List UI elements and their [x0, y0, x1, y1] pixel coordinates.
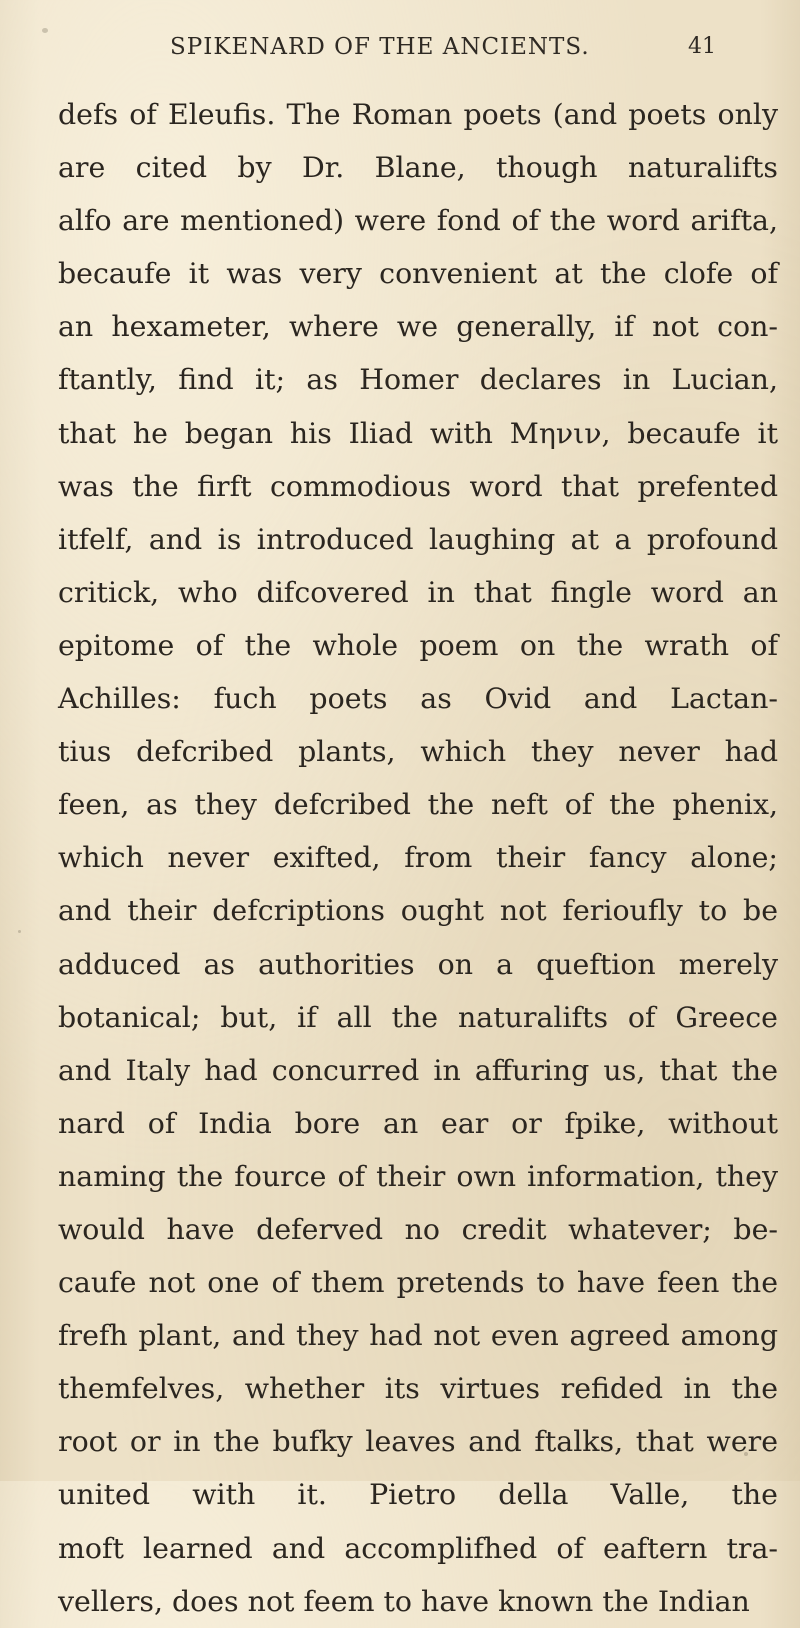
text-line: frefh plant, and they had not even agreed among — [58, 1319, 778, 1353]
text-line: tius defcribed plants, which they never had — [58, 735, 778, 769]
text-line: ftantly, find it; as Homer declares in Lucian, — [58, 363, 778, 397]
text-line: critick, who difcovered in that fingle word an — [58, 575, 778, 609]
text-line: botanical; but, if all the naturalifts of Greece — [58, 1000, 778, 1034]
text-line: becaufe it was very convenient at the clofe of — [58, 257, 778, 291]
text-line: feen, as they defcribed the neft of the phenix, — [58, 788, 778, 822]
text-line: was the firft commodious word that prefented — [58, 469, 778, 503]
page-number: 41 — [688, 34, 716, 59]
text-line: are cited by Dr. Blane, though naturalifts — [58, 151, 778, 185]
text-line: vellers, does not feem to have known the Indian — [58, 1584, 750, 1618]
text-line: Achilles: fuch poets as Ovid and Lactan- — [58, 682, 778, 716]
text-line: caufe not one of them pretends to have feen the — [58, 1266, 778, 1300]
text-line: that he began his Iliad with Μηνιν, becaufe it — [58, 416, 778, 450]
paper-speck — [744, 1452, 748, 1456]
body-text — [58, 88, 778, 1628]
text-line: epitome of the whole poem on the wrath of — [58, 628, 778, 662]
text-line: defs of Eleufis. The Roman poets (and poets only — [58, 98, 778, 131]
text-line: moft learned and accomplifhed of eaftern tra- — [58, 1531, 778, 1565]
text-line: united with it. Pietro della Valle, the — [58, 1478, 778, 1512]
text-line: and Italy had concurred in affuring us, that the — [58, 1053, 778, 1087]
text-line: which never exifted, from their fancy alone; — [58, 841, 778, 875]
text-line: nard of India bore an ear or fpike, without — [58, 1106, 778, 1140]
text-line: themfelves, whether its virtues refided in the — [58, 1372, 778, 1406]
text-line: itfelf, and is introduced laughing at a profound — [58, 522, 778, 556]
text-line: alfo are mentioned) were fond of the word arifta, — [58, 204, 778, 238]
text-line: an hexameter, where we generally, if not con- — [58, 310, 778, 344]
text-line: and their defcriptions ought not ferioufly to be — [58, 894, 778, 928]
text-line: would have deferved no credit whatever; be- — [58, 1212, 778, 1246]
running-head: SPIKENARD OF THE ANCIENTS. — [170, 34, 590, 60]
text-line: root or in the bufky leaves and ftalks, that were — [58, 1425, 778, 1459]
paper-speck — [42, 28, 48, 33]
text-line: adduced as authorities on a queftion merely — [58, 947, 778, 981]
text-line: naming the fource of their own information, they — [58, 1159, 778, 1193]
paper-speck — [18, 930, 21, 933]
